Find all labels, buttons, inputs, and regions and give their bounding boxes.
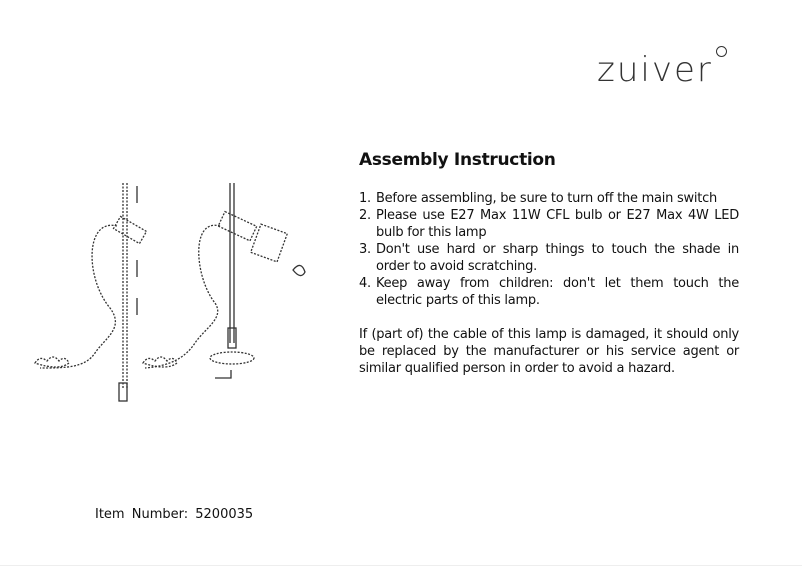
page-bottom-divider [0,565,802,566]
item-number-value: 5200035 [195,507,254,522]
instruction-text: Don't use hard or sharp things to touch the shade in order to avoid scratching. [376,242,739,274]
instruction-text: Keep away from children: don't let them touch the electric parts of this lamp. [376,276,739,308]
instruction-text: Please use E27 Max 11W CFL bulb or E27 Max 4W LED bulb for this lamp [376,208,739,240]
instruction-item [359,275,739,309]
item-number-label: Item Number: [95,507,189,522]
instruction-item [359,241,739,275]
instruction-text: Before assembling, be sure to turn off the main switch [376,191,717,206]
cable-warning: If (part of) the cable of this lamp is damaged, it should only be replaced by the manufacturer or his service agent or similar qualified person in order to avoid a hazard. [359,327,739,376]
instruction-number: 2. [359,208,371,223]
lamp-assembled-view [143,183,305,378]
lamp-exploded-view [35,183,146,401]
page-title: Assembly Instruction [359,150,556,170]
instruction-number: 3. [359,242,371,257]
instruction-number: 1. [359,191,371,206]
logo-text: zuiver [597,50,713,90]
logo-degree-mark [716,46,727,57]
instruction-number: 4. [359,276,371,291]
instruction-item [359,207,739,241]
item-number [95,507,253,522]
zuiver-logo [597,50,713,90]
lamp-assembly-illustration [25,178,325,418]
instruction-list [359,190,739,309]
instructions-block [359,190,739,377]
instruction-item [359,190,739,207]
